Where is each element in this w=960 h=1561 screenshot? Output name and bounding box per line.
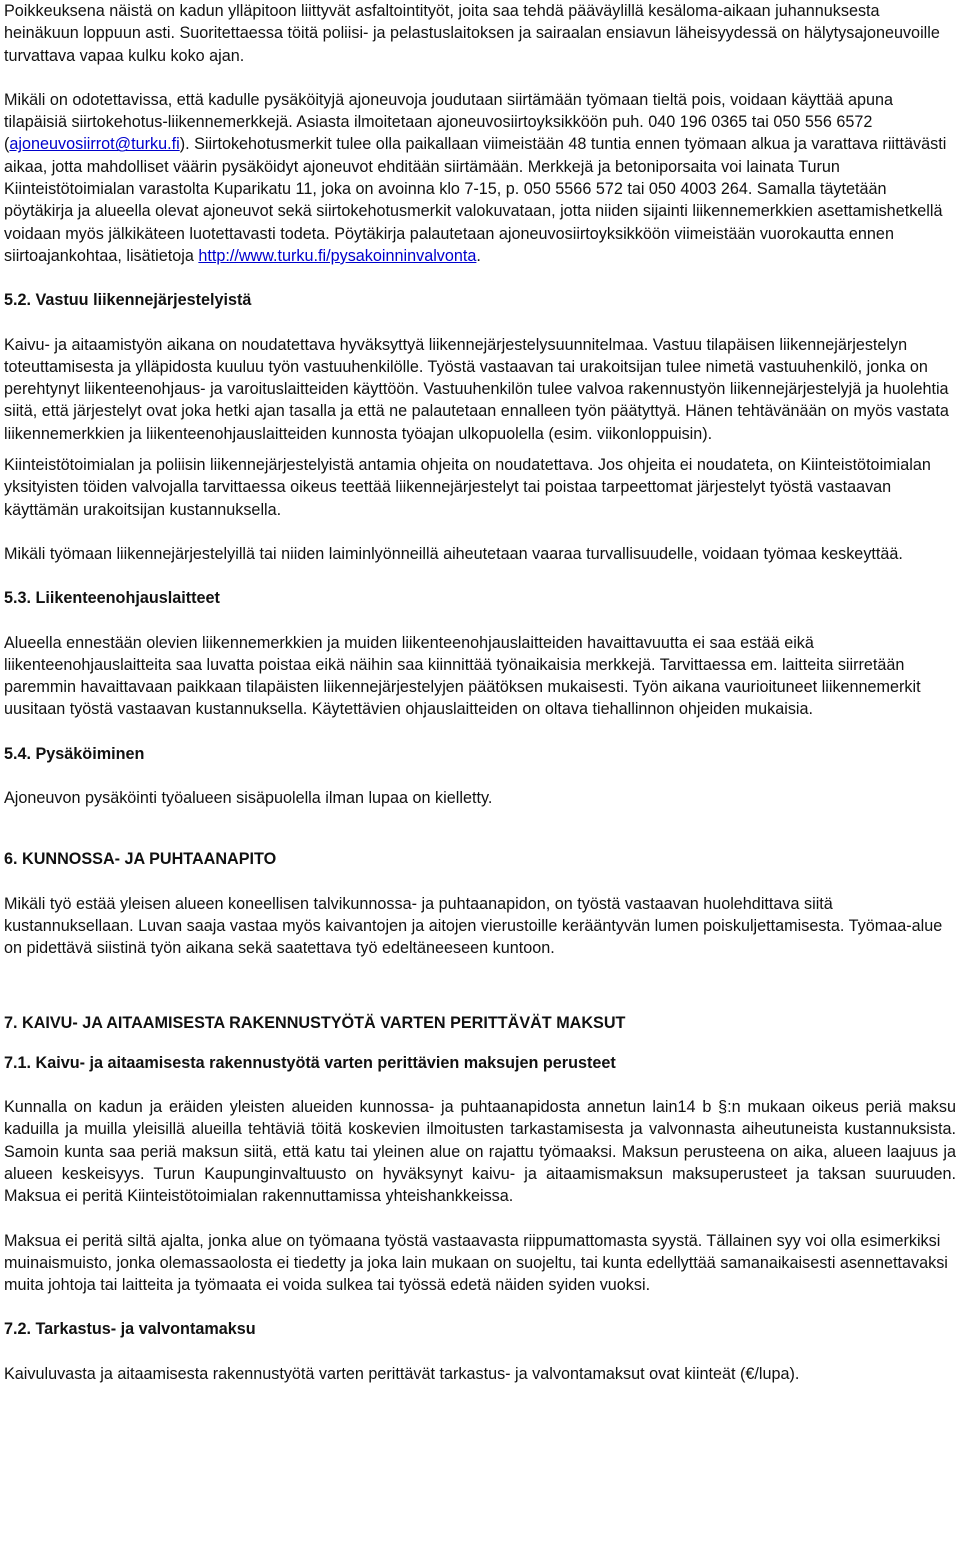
vehicle-text-part2: ). Siirtokehotusmerkit tulee olla paikallaan viimeistään 48 tuntia ennen työmaan alkua ja varattava riittävästi aikaa, jotta mahdolliset väärin pysäköidyt ajoneuvot ehditään siirtämään. Merkkejä ja betoniporsaita voi lainata Turun Kiinteistötoimialan varastolta Kuparikatu 11, joka on avoinna klo 7-15, p. 050 5566 572 tai 050 4003 264. Samalla täytetään pöytäkirja ja alueella olevat ajoneuvot sekä siirtokehotusmerkit valokuvataan, jotta niiden sijainti liikennemerkkien asettamishetkellä voidaan myös jälkikäteen luotettavasti todeta. Pöytäkirja palautetaan ajoneuvosiirtoyksikköön viimeistään vuorokautta ennen siirtoajankohtaa, lisätietoja	[4, 135, 947, 265]
vehicle-text-part1: Mikäli on odotettavissa, että kadulle pysäköityjä ajoneuvoja joudutaan siirtämään työmaan tieltä pois, voidaan käyttää apuna tilapäisiä siirtokehotus-liikennemerkkejä. Asiasta ilmoitetaan ajoneuvosiirtoyksikköön puh. 040 196 0365 tai 050 556 6572 (	[4, 90, 894, 154]
section-5-2-paragraph-2: Kiinteistötoimialan ja poliisin liikennejärjestelyistä antamia ohjeita on noudatettava. Jos ohjeita ei noudateta, on Kiinteistötoimialan yksityisten töiden valvojalla tarvittaessa oikeus teettää liikennejärjestelyt tai poistaa tarpeettomat järjestelyt työstä vastaavan käyttämän urakoitsijan kustannuksella.	[4, 456, 931, 519]
email-link[interactable]: ajoneuvosiirrot@turku.fi	[9, 135, 180, 154]
section-5-2-paragraph-1: Kaivu- ja aitaamistyön aikana on noudatettava hyväksyttyä liikennejärjestelysuunnitelmaa. Vastuu tilapäisen liikennejärjestelyn toteuttamisesta ja ylläpidosta kuuluu työn vastuuhenkilölle. Työstä vastaavan tai urakoitsijan tulee nimetä vastuuhenkilö, jonka on perehtynyt liikenteenohjaus- ja varoituslaitteiden käyttöön. Vastuuhenkilön tulee valvoa rakennustyön liikennejärjestelyjä ja huolehtia siitä, että järjestelyt ovat joka hetki ajan tasalla ja että ne palautetaan ennalleen työn päätyttyä. Hänen tehtävänään on myös vastata liikennemerkkien ja liikenteenohjauslaitteiden kunnosta työajan ulkopuolella (esim. viikonloppuisin).	[4, 335, 949, 443]
vehicle-removal-paragraph	[4, 89, 956, 267]
section-7-1-paragraph-2: Maksua ei peritä siltä ajalta, jonka alue on työmaana työstä vastaavasta riippumattomasta syystä. Tällainen syy voi olla esimerkiksi muinaismuisto, jonka olemassaolosta ei tiedetty ja joka lain mukaan on suojeltu, tai kunta edellyttää samanaikaisesti asennettavaksi muita johtoja tai laitteita ja työmaata ei voida sulkea tai työssä edetä näiden syiden vuoksi.	[4, 1231, 948, 1295]
intro-paragraph: Poikkeuksena näistä on kadun ylläpitoon liittyvät asfaltointityöt, joita saa tehdä pääväylillä kesäloma-aikaan juhannuksesta heinäkuun loppuun asti. Suoritettaessa töitä poliisi- ja pelastuslaitoksen ja sairaalan ensiavun läheisyydessä on hälytysajoneuvoille turvattava vapaa kulku koko ajan.	[4, 2, 940, 65]
heading-5-2: 5.2. Vastuu liikennejärjestelyistä	[4, 291, 252, 310]
section-6-paragraph-1: Mikäli työ estää yleisen alueen koneellisen talvikunnossa- ja puhtaanapidon, on työstä vastaavan huolehdittava siitä kustannuksellaan. Luvan saaja vastaa myös kaivantojen ja aitojen vierustoille kerääntyvän lumen poiskuljettamisesta. Työmaa-alue on pidettävä siistinä työn aikana sekä saatettava työ edeltäneeseen kuntoon.	[4, 894, 943, 958]
parking-info-link[interactable]: http://www.turku.fi/pysakoinninvalvonta	[198, 246, 477, 265]
section-7-1-paragraph-1: Kunnalla on kadun ja eräiden yleisten alueiden kunnossa- ja puhtaanapidosta annetun lain14 b §:n mukaan oikeus periä maksu kaduilla ja muilla yleisillä alueilla tehtäviä töitä koskevien ilmoitusten tarkastamisesta ja valvonnasta aiheutuneista kustannuksista. Samoin kunta saa periä maksun siitä, että katu tai yleinen alue on rajattu työmaaksi. Maksun perusteena on aika, alueen laajuus ja alueen keskeisyys. Turun Kaupunginvaltuusto on hyväksynyt kaivu- ja aitaamismaksun maksuperusteet ja taksan suuruuden. Maksua ei peritä Kiinteistötoimialan rakennuttamissa yhteishankkeissa.	[4, 1098, 956, 1206]
vehicle-text-part3: .	[476, 246, 481, 265]
heading-5-4: 5.4. Pysäköiminen	[4, 744, 145, 763]
heading-7-1: 7.1. Kaivu- ja aitaamisesta rakennustyötä varten perittävien maksujen perusteet	[4, 1053, 616, 1072]
section-7-2-paragraph-1: Kaivuluvasta ja aitaamisesta rakennustyötä varten perittävät tarkastus- ja valvontamaksut ovat kiinteät (€/lupa).	[4, 1364, 800, 1383]
heading-7-2: 7.2. Tarkastus- ja valvontamaksu	[4, 1320, 256, 1339]
section-5-2-paragraph-3: Mikäli työmaan liikennejärjestelyillä tai niiden laiminlyönneillä aiheutetaan vaaraa turvallisuudelle, voidaan työmaa keskeyttää.	[4, 544, 903, 563]
heading-7: 7. KAIVU- JA AITAAMISESTA RAKENNUSTYÖTÄ VARTEN PERITTÄVÄT MAKSUT	[4, 1013, 626, 1032]
heading-6: 6. KUNNOSSA- JA PUHTAANAPITO	[4, 850, 277, 869]
section-5-4-paragraph-1: Ajoneuvon pysäköinti työalueen sisäpuolella ilman lupaa on kielletty.	[4, 789, 493, 808]
heading-5-3: 5.3. Liikenteenohjauslaitteet	[4, 589, 220, 608]
section-5-3-paragraph-1: Alueella ennestään olevien liikennemerkkien ja muiden liikenteenohjauslaitteiden havaittavuutta ei saa estää eikä liikenteenohjauslaitteita saa luvatta poistaa eikä näihin saa kiinnittää työnaikaisia merkkejä. Tarvittaessa em. laitteita siirretään paremmin havaittavaan paikkaan tilapäisten liikennejärjestelyjen päätöksen mukaisesti. Työn aikana vaurioituneet liikennemerkit uusitaan työstä vastaavan kustannuksella. Käytettävien ohjauslaitteiden on oltava tiehallinnon ohjeiden mukaisia.	[4, 633, 921, 719]
